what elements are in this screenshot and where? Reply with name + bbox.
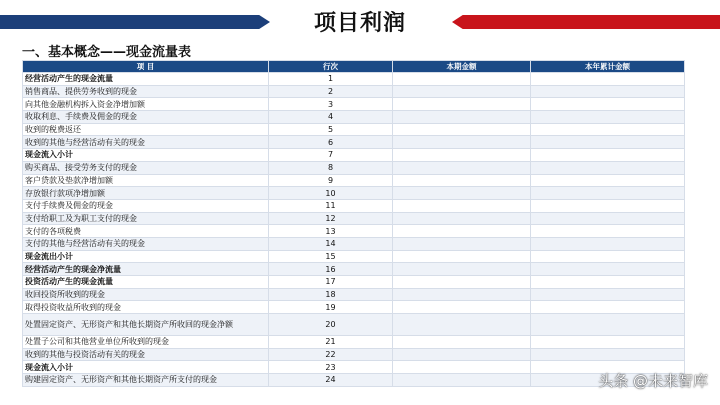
table-row bbox=[23, 98, 685, 111]
cell-line: 9 bbox=[269, 174, 393, 187]
cell-ytd-amount bbox=[531, 314, 685, 336]
table-row bbox=[23, 301, 685, 314]
cell-current-amount bbox=[393, 374, 531, 387]
cell-ytd-amount bbox=[531, 161, 685, 174]
table-row bbox=[23, 149, 685, 162]
cash-flow-table-container bbox=[22, 60, 684, 387]
table-row bbox=[23, 212, 685, 225]
cell-item: 取得投资收益所收到的现金 bbox=[23, 301, 269, 314]
cell-ytd-amount bbox=[531, 301, 685, 314]
cell-item: 经营活动产生的现金净流量 bbox=[23, 263, 269, 276]
cell-current-amount bbox=[393, 85, 531, 98]
table-row bbox=[23, 263, 685, 276]
cell-current-amount bbox=[393, 348, 531, 361]
cell-current-amount bbox=[393, 263, 531, 276]
cell-current-amount bbox=[393, 123, 531, 136]
cell-ytd-amount bbox=[531, 250, 685, 263]
cell-item: 销售商品、提供劳务收到的现金 bbox=[23, 85, 269, 98]
cell-ytd-amount bbox=[531, 212, 685, 225]
cell-item: 收回投资所收到的现金 bbox=[23, 288, 269, 301]
cell-current-amount bbox=[393, 250, 531, 263]
cell-ytd-amount bbox=[531, 123, 685, 136]
table-row bbox=[23, 374, 685, 387]
cell-item: 经营活动产生的现金流量 bbox=[23, 73, 269, 86]
table-header-row bbox=[23, 61, 685, 73]
cell-current-amount bbox=[393, 149, 531, 162]
cell-ytd-amount bbox=[531, 276, 685, 289]
cell-ytd-amount bbox=[531, 85, 685, 98]
column-header-current-amount: 本期金额 bbox=[393, 61, 531, 73]
cell-current-amount bbox=[393, 225, 531, 238]
cell-ytd-amount bbox=[531, 288, 685, 301]
cell-item: 支付手续费及佣金的现金 bbox=[23, 199, 269, 212]
cell-line: 10 bbox=[269, 187, 393, 200]
table-row bbox=[23, 73, 685, 86]
cell-current-amount bbox=[393, 361, 531, 374]
table-row bbox=[23, 276, 685, 289]
cell-item: 收到的其他与经营活动有关的现金 bbox=[23, 136, 269, 149]
section-title: 一、基本概念——现金流量表 bbox=[22, 45, 192, 60]
cell-line: 16 bbox=[269, 263, 393, 276]
cell-ytd-amount bbox=[531, 111, 685, 124]
cell-current-amount bbox=[393, 237, 531, 250]
cell-current-amount bbox=[393, 276, 531, 289]
table-row bbox=[23, 187, 685, 200]
table-row bbox=[23, 199, 685, 212]
table-row bbox=[23, 288, 685, 301]
watermark: 头条 @未来智库 bbox=[598, 372, 708, 390]
cell-line: 5 bbox=[269, 123, 393, 136]
cell-item: 处置子公司和其他营业单位所收到的现金 bbox=[23, 336, 269, 349]
cell-current-amount bbox=[393, 136, 531, 149]
table-row bbox=[23, 123, 685, 136]
cell-line: 14 bbox=[269, 237, 393, 250]
cell-item: 收到的税费返还 bbox=[23, 123, 269, 136]
cell-item: 处置固定资产、无形资产和其他长期资产所收回的现金净额 bbox=[23, 314, 269, 336]
column-header-item: 项 目 bbox=[23, 61, 269, 73]
table-row bbox=[23, 314, 685, 336]
cell-ytd-amount bbox=[531, 336, 685, 349]
cell-ytd-amount bbox=[531, 263, 685, 276]
table-row bbox=[23, 348, 685, 361]
table-row bbox=[23, 174, 685, 187]
table-row bbox=[23, 111, 685, 124]
table-row bbox=[23, 250, 685, 263]
cash-flow-table bbox=[22, 60, 685, 387]
cell-current-amount bbox=[393, 199, 531, 212]
page-title: 项目利润 bbox=[313, 11, 406, 36]
cell-item: 现金流出小计 bbox=[23, 250, 269, 263]
cell-ytd-amount bbox=[531, 225, 685, 238]
cell-ytd-amount bbox=[531, 174, 685, 187]
cell-ytd-amount bbox=[531, 237, 685, 250]
table-row bbox=[23, 136, 685, 149]
cell-line: 4 bbox=[269, 111, 393, 124]
column-header-line: 行次 bbox=[269, 61, 393, 73]
table-row bbox=[23, 361, 685, 374]
cell-item: 收取利息、手续费及佣金的现金 bbox=[23, 111, 269, 124]
cell-ytd-amount bbox=[531, 199, 685, 212]
cell-current-amount bbox=[393, 98, 531, 111]
cell-current-amount bbox=[393, 336, 531, 349]
cell-line: 8 bbox=[269, 161, 393, 174]
cell-line: 18 bbox=[269, 288, 393, 301]
cell-current-amount bbox=[393, 314, 531, 336]
cell-current-amount bbox=[393, 212, 531, 225]
cell-ytd-amount bbox=[531, 136, 685, 149]
cell-current-amount bbox=[393, 174, 531, 187]
cell-item: 购买商品、接受劳务支付的现金 bbox=[23, 161, 269, 174]
cell-line: 2 bbox=[269, 85, 393, 98]
cell-ytd-amount bbox=[531, 348, 685, 361]
cell-item: 购建固定资产、无形资产和其他长期资产所支付的现金 bbox=[23, 374, 269, 387]
cell-item: 收到的其他与投资活动有关的现金 bbox=[23, 348, 269, 361]
cell-item: 现金流入小计 bbox=[23, 149, 269, 162]
cell-line: 3 bbox=[269, 98, 393, 111]
cell-line: 12 bbox=[269, 212, 393, 225]
cell-line: 21 bbox=[269, 336, 393, 349]
cell-line: 23 bbox=[269, 361, 393, 374]
cell-line: 13 bbox=[269, 225, 393, 238]
cell-current-amount bbox=[393, 301, 531, 314]
cell-ytd-amount bbox=[531, 149, 685, 162]
cell-current-amount bbox=[393, 73, 531, 86]
table-row bbox=[23, 336, 685, 349]
cell-item: 存放银行款项净增加额 bbox=[23, 187, 269, 200]
cell-line: 20 bbox=[269, 314, 393, 336]
cell-item: 向其他金融机构拆入资金净增加额 bbox=[23, 98, 269, 111]
cell-current-amount bbox=[393, 288, 531, 301]
cell-item: 支付的其他与经营活动有关的现金 bbox=[23, 237, 269, 250]
table-row bbox=[23, 237, 685, 250]
cell-line: 1 bbox=[269, 73, 393, 86]
cell-item: 现金流入小计 bbox=[23, 361, 269, 374]
cell-item: 投资活动产生的现金流量 bbox=[23, 276, 269, 289]
cell-ytd-amount bbox=[531, 187, 685, 200]
cell-item: 支付给职工及为职工支付的现金 bbox=[23, 212, 269, 225]
cell-line: 15 bbox=[269, 250, 393, 263]
table-row bbox=[23, 161, 685, 174]
cell-item: 支付的各项税费 bbox=[23, 225, 269, 238]
cell-item: 客户贷款及垫款净增加额 bbox=[23, 174, 269, 187]
cell-ytd-amount bbox=[531, 73, 685, 86]
cell-line: 11 bbox=[269, 199, 393, 212]
table-row bbox=[23, 225, 685, 238]
cell-ytd-amount bbox=[531, 98, 685, 111]
cell-current-amount bbox=[393, 111, 531, 124]
cell-current-amount bbox=[393, 187, 531, 200]
table-row bbox=[23, 85, 685, 98]
cell-line: 22 bbox=[269, 348, 393, 361]
table-body bbox=[23, 73, 685, 387]
cell-current-amount bbox=[393, 161, 531, 174]
column-header-ytd-amount: 本年累计金额 bbox=[531, 61, 685, 73]
cell-line: 17 bbox=[269, 276, 393, 289]
cell-line: 7 bbox=[269, 149, 393, 162]
cell-line: 19 bbox=[269, 301, 393, 314]
cell-line: 24 bbox=[269, 374, 393, 387]
cell-line: 6 bbox=[269, 136, 393, 149]
